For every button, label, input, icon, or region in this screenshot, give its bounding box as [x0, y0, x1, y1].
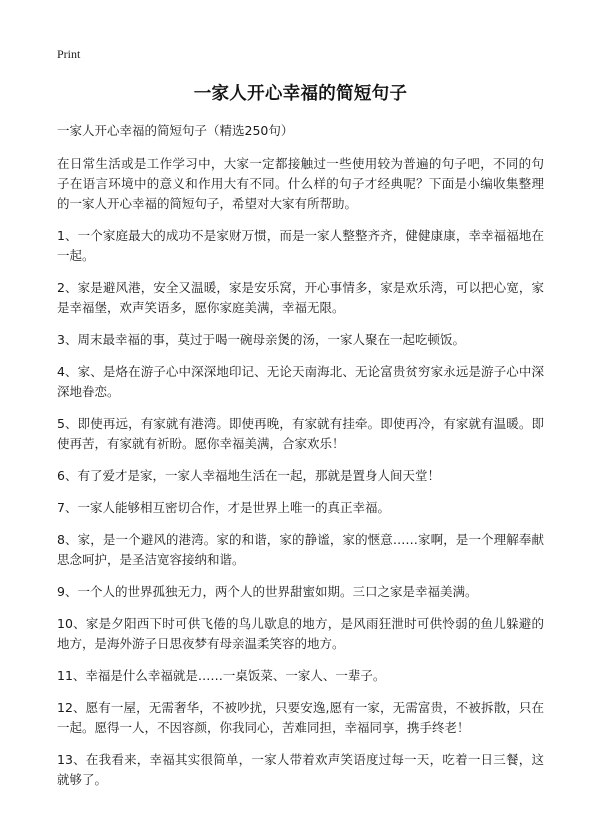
list-item: 5、即使再远，有家就有港湾。即使再晚，有家就有挂牵。即使再冷，有家就有温暖。即使再苦，有家就有祈盼。愿你幸福美满，合家欢乐！ [57, 416, 544, 451]
list-item: 11、幸福是什么幸福就是……一桌饭菜、一家人、一辈子。 [57, 668, 386, 683]
list-item: 12、愿有一屋，无需奢华，不被吵扰，只要安逸,愿有一家，无需富贵，不被拆散，只在一起。愿得一人，不因容颜，你我同心，苦难同担，幸福同享，携手终老！ [57, 700, 544, 735]
print-link[interactable]: Print [57, 47, 81, 61]
page-title: 一家人开心幸福的简短句子 [193, 84, 408, 104]
list-item: 7、一家人能够相互密切合作，才是世界上唯一的真正幸福。 [57, 500, 390, 515]
list-item: 13、在我看来，幸福其实很简单，一家人带着欢声笑语度过每一天，吃着一日三餐，这就够了。 [57, 752, 544, 787]
list-item: 10、家是夕阳西下时可供飞倦的鸟儿歇息的地方，是风雨狂泄时可供怜弱的鱼儿躲避的地方，是海外游子日思夜梦有母亲温柔笑容的地方。 [57, 616, 544, 651]
list-item: 1、一个家庭最大的成功不是家财万惯，而是一家人整整齐齐，健健康康，幸幸福福地在一起。 [57, 228, 544, 263]
article-intro: 在日常生活或是工作学习中，大家一定都接触过一些使用较为普遍的句子吧，不同的句子在语言环境中的意义和作用大有不同。什么样的句子才经典呢？下面是小编收集整理的一家人开心幸福的简短句子，希望对大家有所帮助。 [57, 156, 544, 211]
list-item: 6、有了爱才是家，一家人幸福地生活在一起，那就是置身人间天堂！ [57, 468, 440, 483]
list-item: 8、家，是一个避风的港湾。家的和谐，家的静谧，家的惬意……家啊，是一个理解奉献思念呵护，是圣洁宽容接纳和谐。 [57, 532, 544, 567]
sentence-list [57, 226, 544, 790]
list-item: 9、一个人的世界孤独无力，两个人的世界甜蜜如期。三口之家是幸福美满。 [57, 584, 478, 599]
list-item: 4、家、是烙在游子心中深深地印记、无论天南海北、无论富贵贫穷家永远是游子心中深深地眷恋。 [57, 364, 544, 399]
list-item: 3、周末最幸福的事，莫过于喝一碗母亲煲的汤，一家人聚在一起吃顿饭。 [57, 332, 465, 347]
list-item: 2、家是避风港，安全又温暖，家是安乐窝，开心事情多，家是欢乐湾，可以把心宽，家是幸福堡，欢声笑语多，愿你家庭美满，幸福无限。 [57, 280, 544, 315]
article-subtitle: 一家人开心幸福的简短句子（精选250句） [57, 123, 294, 138]
